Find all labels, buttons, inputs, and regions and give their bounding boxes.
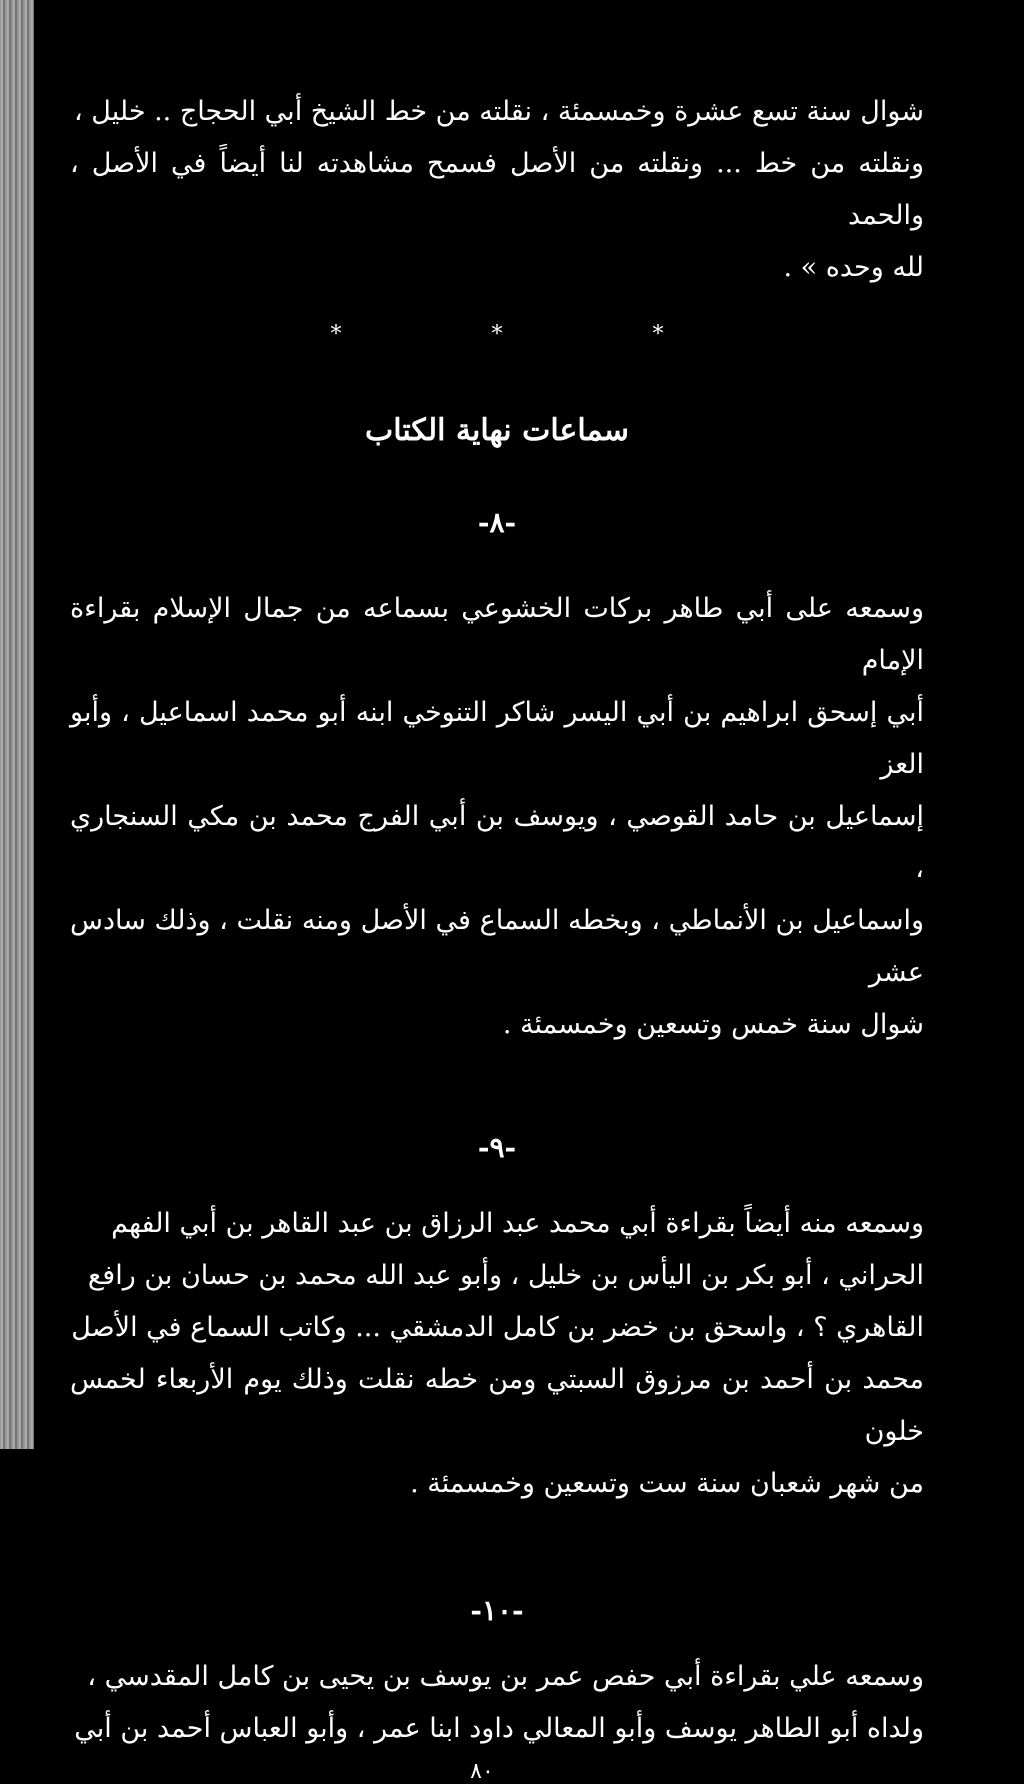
text-line: ولداه أبو الطاهر يوسف وأبو المعالي داود ابنا عمر ، وأبو العباس أحمد بن أبي (74, 1713, 924, 1744)
text-line: وسمعه على أبي طاهر بركات الخشوعي بسماعه من جمال الإسلام بقراءة الإمام (70, 593, 924, 676)
section-heading: سماعات نهاية الكتاب (364, 413, 630, 448)
text-line: ونقلته من خط ... ونقلته من الأصل فسمح مشاهدته لنا أيضاً في الأصل ، والحمد (70, 148, 924, 231)
star-separator (70, 322, 924, 347)
text-line: واسماعيل بن الأنماطي ، وبخطه السماع في الأصل ومنه نقلت ، وذلك سادس عشر (70, 905, 924, 988)
text-line: وسمعه علي بقراءة أبي حفص عمر بن يوسف بن يحيى بن كامل المقدسي ، (87, 1661, 924, 1692)
section-paragraph (70, 1198, 924, 1510)
text-line: شوال سنة تسع عشرة وخمسمئة ، نقلته من خط الشيخ أبي الحجاج .. خليل ، (74, 96, 924, 127)
text-line: شوال سنة خمس وتسعين وخمسمئة . (502, 1009, 924, 1040)
text-line: أبي إسحق ابراهيم بن أبي اليسر شاكر التنوخي ابنه أبو محمد اسماعيل ، وأبو العز (70, 697, 924, 780)
section-number: -٨- (477, 506, 517, 539)
text-line: القاهري ؟ ، واسحق بن خضر بن كامل الدمشقي ... وكاتب السماع في الأصل (71, 1312, 924, 1343)
page-content (70, 86, 924, 1784)
text-line: الحراني ، أبو بكر بن اليأس بن خليل ، وأبو عبد الله محمد بن حسان بن رافع (87, 1260, 924, 1291)
text-line: لله وحده » . (783, 252, 924, 283)
text-line: من شهر شعبان سنة ست وتسعين وخمسمئة . (410, 1468, 924, 1499)
opening-paragraph (70, 86, 924, 294)
section-number: -١٠- (470, 1594, 524, 1627)
text-line: إسماعيل بن حامد القوصي ، ويوسف بن أبي الفرج محمد بن مكي السنجاري ، (70, 801, 924, 884)
section-paragraph (70, 583, 924, 1051)
star-icon: * (330, 322, 342, 347)
section-paragraph (70, 1651, 924, 1755)
section-number: -٩- (477, 1131, 517, 1164)
star-icon: * (652, 322, 664, 347)
page-number: ٨٠ (470, 1759, 494, 1784)
scan-edge (0, 0, 34, 1449)
star-icon: * (491, 322, 503, 347)
text-line: محمد بن أحمد بن مرزوق السبتي ومن خطه نقلت وذلك يوم الأربعاء لخمس خلون (70, 1364, 924, 1447)
text-line: وسمعه منه أيضاً بقراءة أبي محمد عبد الرزاق بن عبد القاهر بن أبي الفهم (111, 1208, 924, 1239)
